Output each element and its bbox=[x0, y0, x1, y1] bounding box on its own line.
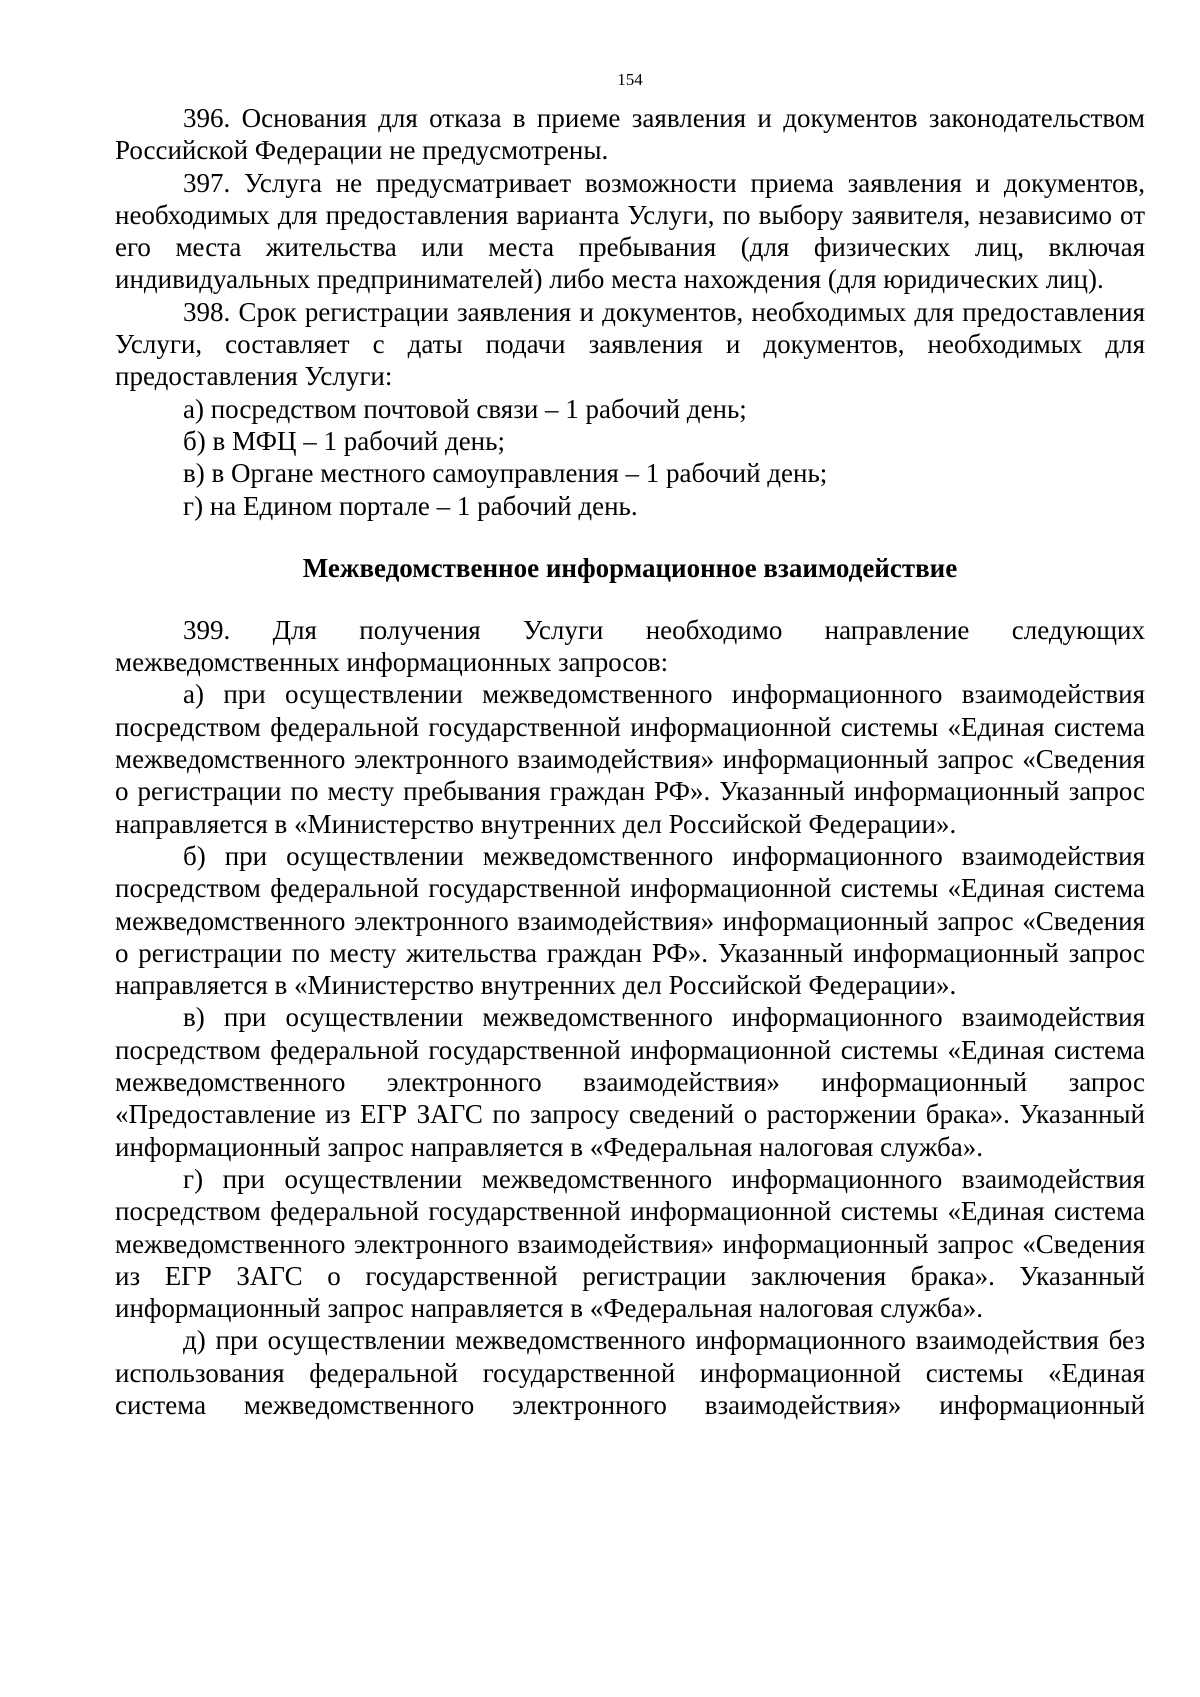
paragraph-399-g: г) при осуществлении межведомственного информационного взаимодействия посредством федеральной государственной информационной системы «Единая система межведомственного электронного взаимодействия» информационный запрос «Сведения из ЕГР ЗАГС о государственной регистрации заключения брака». Указанный информационный запрос направляется в «Федеральная налоговая служба». bbox=[115, 1163, 1145, 1324]
list-item-v: в) в Органе местного самоуправления – 1 рабочий день; bbox=[183, 458, 828, 489]
paragraph-399-a: а) при осуществлении межведомственного информационного взаимодействия посредством федеральной государственной информационной системы «Единая система межведомственного электронного взаимодействия» информационный запрос «Сведения о регистрации по месту пребывания граждан РФ». Указанный информационный запрос направляется в «Министерство внутренних дел Российской Федерации». bbox=[115, 679, 1145, 839]
paragraph-399-v: в) при осуществлении межведомственного информационного взаимодействия посредством федеральной государственной информационной системы «Единая система межведомственного электронного взаимодействия» информационный запрос «Предоставление из ЕГР ЗАГС по запросу сведений о расторжении брака». Указанный информационный запрос направляется в «Федеральная налоговая служба». bbox=[115, 1002, 1145, 1162]
paragraph-399: 399. Для получения Услуги необходимо направление следующих межведомственных информационных запросов: bbox=[115, 614, 1145, 678]
paragraph-397: 397. Услуга не предусматривает возможности приема заявления и документов, необходимых для предоставления варианта Услуги, по выбору заявителя, независимо от его места жительства или места пребывания (для физических лиц, включая индивидуальных предпринимателей) либо места нахождения (для юридических лиц). bbox=[115, 167, 1145, 295]
list-item-b: б) в МФЦ – 1 рабочий день; bbox=[183, 425, 505, 456]
section-heading: Межведомственное информационное взаимодействие bbox=[302, 552, 958, 583]
paragraph-399-b: б) при осуществлении межведомственного информационного взаимодействия посредством федеральной государственной информационной системы «Единая система межведомственного электронного взаимодействия» информационный запрос «Сведения о регистрации по месту жительства граждан РФ». Указанный информационный запрос направляется в «Министерство внутренних дел Российской Федерации». bbox=[115, 840, 1145, 1001]
document-page bbox=[115, 60, 1145, 1421]
list-item-g: г) на Едином портале – 1 рабочий день. bbox=[183, 490, 638, 521]
paragraph-398: 398. Срок регистрации заявления и документов, необходимых для предоставления Услуги, составляет с даты подачи заявления и документов, необходимых для предоставления Услуги: bbox=[115, 296, 1145, 392]
page-number: 154 bbox=[617, 70, 643, 89]
paragraph-396: 396. Основания для отказа в приеме заявления и документов законодательством Российской Федерации не предусмотрены. bbox=[115, 103, 1145, 166]
list-item-a: а) посредством почтовой связи – 1 рабочий день; bbox=[183, 393, 747, 424]
paragraph-399-d: д) при осуществлении межведомственного информационного взаимодействия без использования федеральной государственной информационной системы «Единая система межведомственного электронного взаимодействия» информационный bbox=[115, 1325, 1145, 1420]
